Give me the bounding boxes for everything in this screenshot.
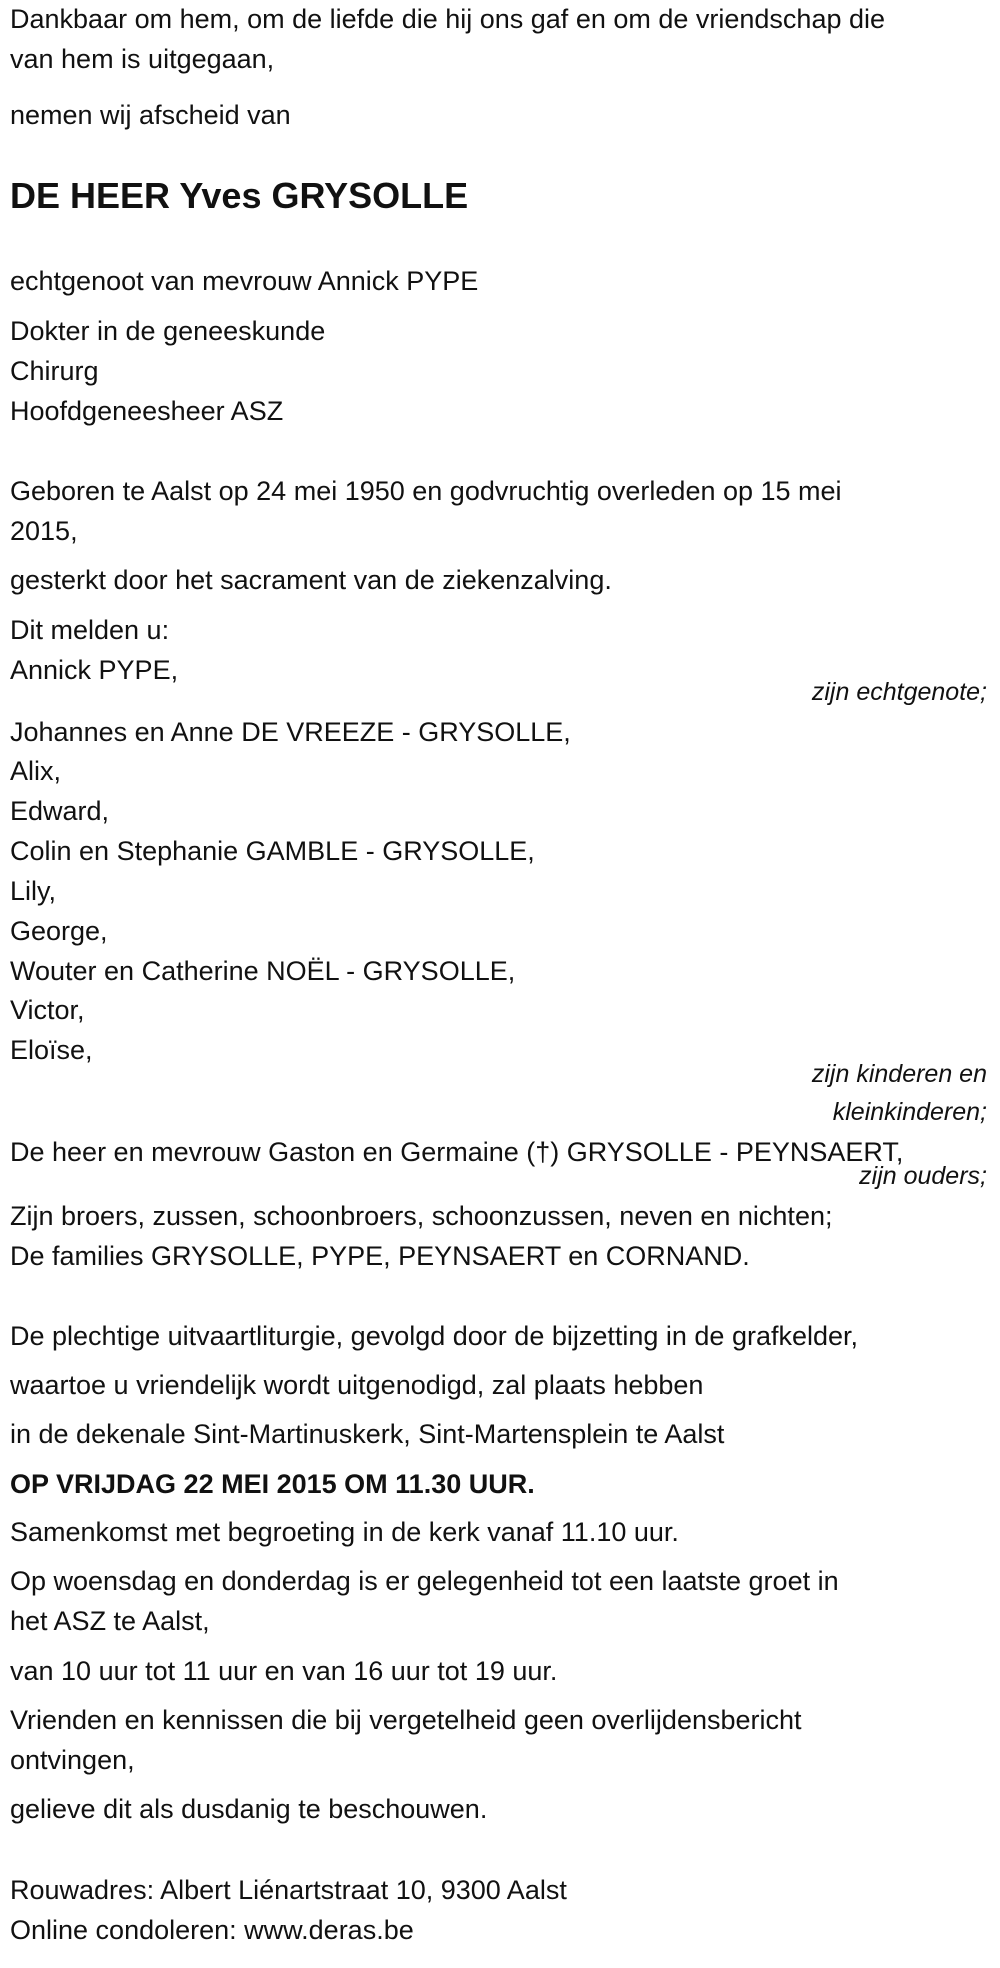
- detail-line: gelieve dit als dusdanig te beschouwen.: [10, 1794, 488, 1824]
- detail-line: Samenkomst met begroeting in de kerk vanaf 11.10 uur.: [10, 1517, 679, 1547]
- children-role: zijn kinderen en: [811, 1060, 987, 1088]
- ceremony-line: De plechtige uitvaartliturgie, gevolgd door de bijzetting in de grafkelder,: [10, 1321, 859, 1351]
- detail-line: Op woensdag en donderdag is er gelegenheid tot een laatste groet in: [10, 1566, 839, 1596]
- ceremony-line: in de dekenale Sint-Martinuskerk, Sint-Martensplein te Aalst: [10, 1419, 725, 1449]
- parents-role: zijn ouders;: [859, 1162, 987, 1190]
- birth-death-line: 2015,: [10, 516, 78, 546]
- deceased-name: DE HEER Yves GRYSOLLE: [10, 175, 469, 216]
- announce: Dit melden u:: [10, 615, 170, 645]
- profession: Hoofdgeneesheer ASZ: [10, 396, 284, 426]
- profession: Dokter in de geneeskunde: [10, 316, 326, 346]
- child: Wouter en Catherine NOËL - GRYSOLLE,: [10, 956, 516, 986]
- child: Eloïse,: [10, 1035, 93, 1065]
- child: Colin en Stephanie GAMBLE - GRYSOLLE,: [10, 836, 535, 866]
- intro-line: Dankbaar om hem, om de liefde die hij ons gaf en om de vriendschap die: [10, 4, 886, 34]
- intro-line: van hem is uitgegaan,: [10, 44, 275, 74]
- child: George,: [10, 916, 108, 946]
- profession: Chirurg: [10, 356, 99, 386]
- child: Victor,: [10, 995, 85, 1025]
- online-condolence: [10, 1910, 414, 1950]
- detail-line: van 10 uur tot 11 uur en van 16 uur tot 19 uur.: [10, 1656, 558, 1686]
- detail-line: Vrienden en kennissen die bij vergetelheid geen overlijdensbericht: [10, 1705, 802, 1735]
- birth-death-line: gesterkt door het sacrament van de ziekenzalving.: [10, 565, 612, 595]
- online-label: Online condoleren:: [10, 1915, 245, 1945]
- address: Rouwadres: Albert Liénartstraat 10, 9300 Aalst: [10, 1875, 567, 1905]
- child: Alix,: [10, 756, 62, 786]
- birth-death-line: Geboren te Aalst op 24 mei 1950 en godvruchtig overleden op 15 mei: [10, 476, 842, 506]
- family-line: Zijn broers, zussen, schoonbroers, schoonzussen, neven en nichten;: [10, 1201, 833, 1231]
- spouse-name: Annick PYPE,: [10, 655, 179, 685]
- spouse-role: zijn echtgenote;: [811, 678, 987, 706]
- children-role: kleinkinderen;: [832, 1098, 987, 1126]
- ceremony-line: waartoe u vriendelijk wordt uitgenodigd, zal plaats hebben: [10, 1370, 704, 1400]
- child: Edward,: [10, 796, 110, 826]
- intro-line: nemen wij afscheid van: [10, 100, 291, 130]
- ceremony-date: OP VRIJDAG 22 MEI 2015 OM 11.30 UUR.: [10, 1469, 535, 1499]
- condolence-link[interactable]: www.deras.be: [244, 1915, 414, 1945]
- spouse-line: echtgenoot van mevrouw Annick PYPE: [10, 266, 479, 296]
- child: Lily,: [10, 876, 57, 906]
- detail-line: het ASZ te Aalst,: [10, 1606, 210, 1636]
- child: Johannes en Anne DE VREEZE - GRYSOLLE,: [10, 717, 571, 747]
- family-line: De families GRYSOLLE, PYPE, PEYNSAERT en CORNAND.: [10, 1241, 750, 1271]
- detail-line: ontvingen,: [10, 1745, 135, 1775]
- parents-name: De heer en mevrouw Gaston en Germaine (†) GRYSOLLE - PEYNSAERT,: [10, 1137, 904, 1167]
